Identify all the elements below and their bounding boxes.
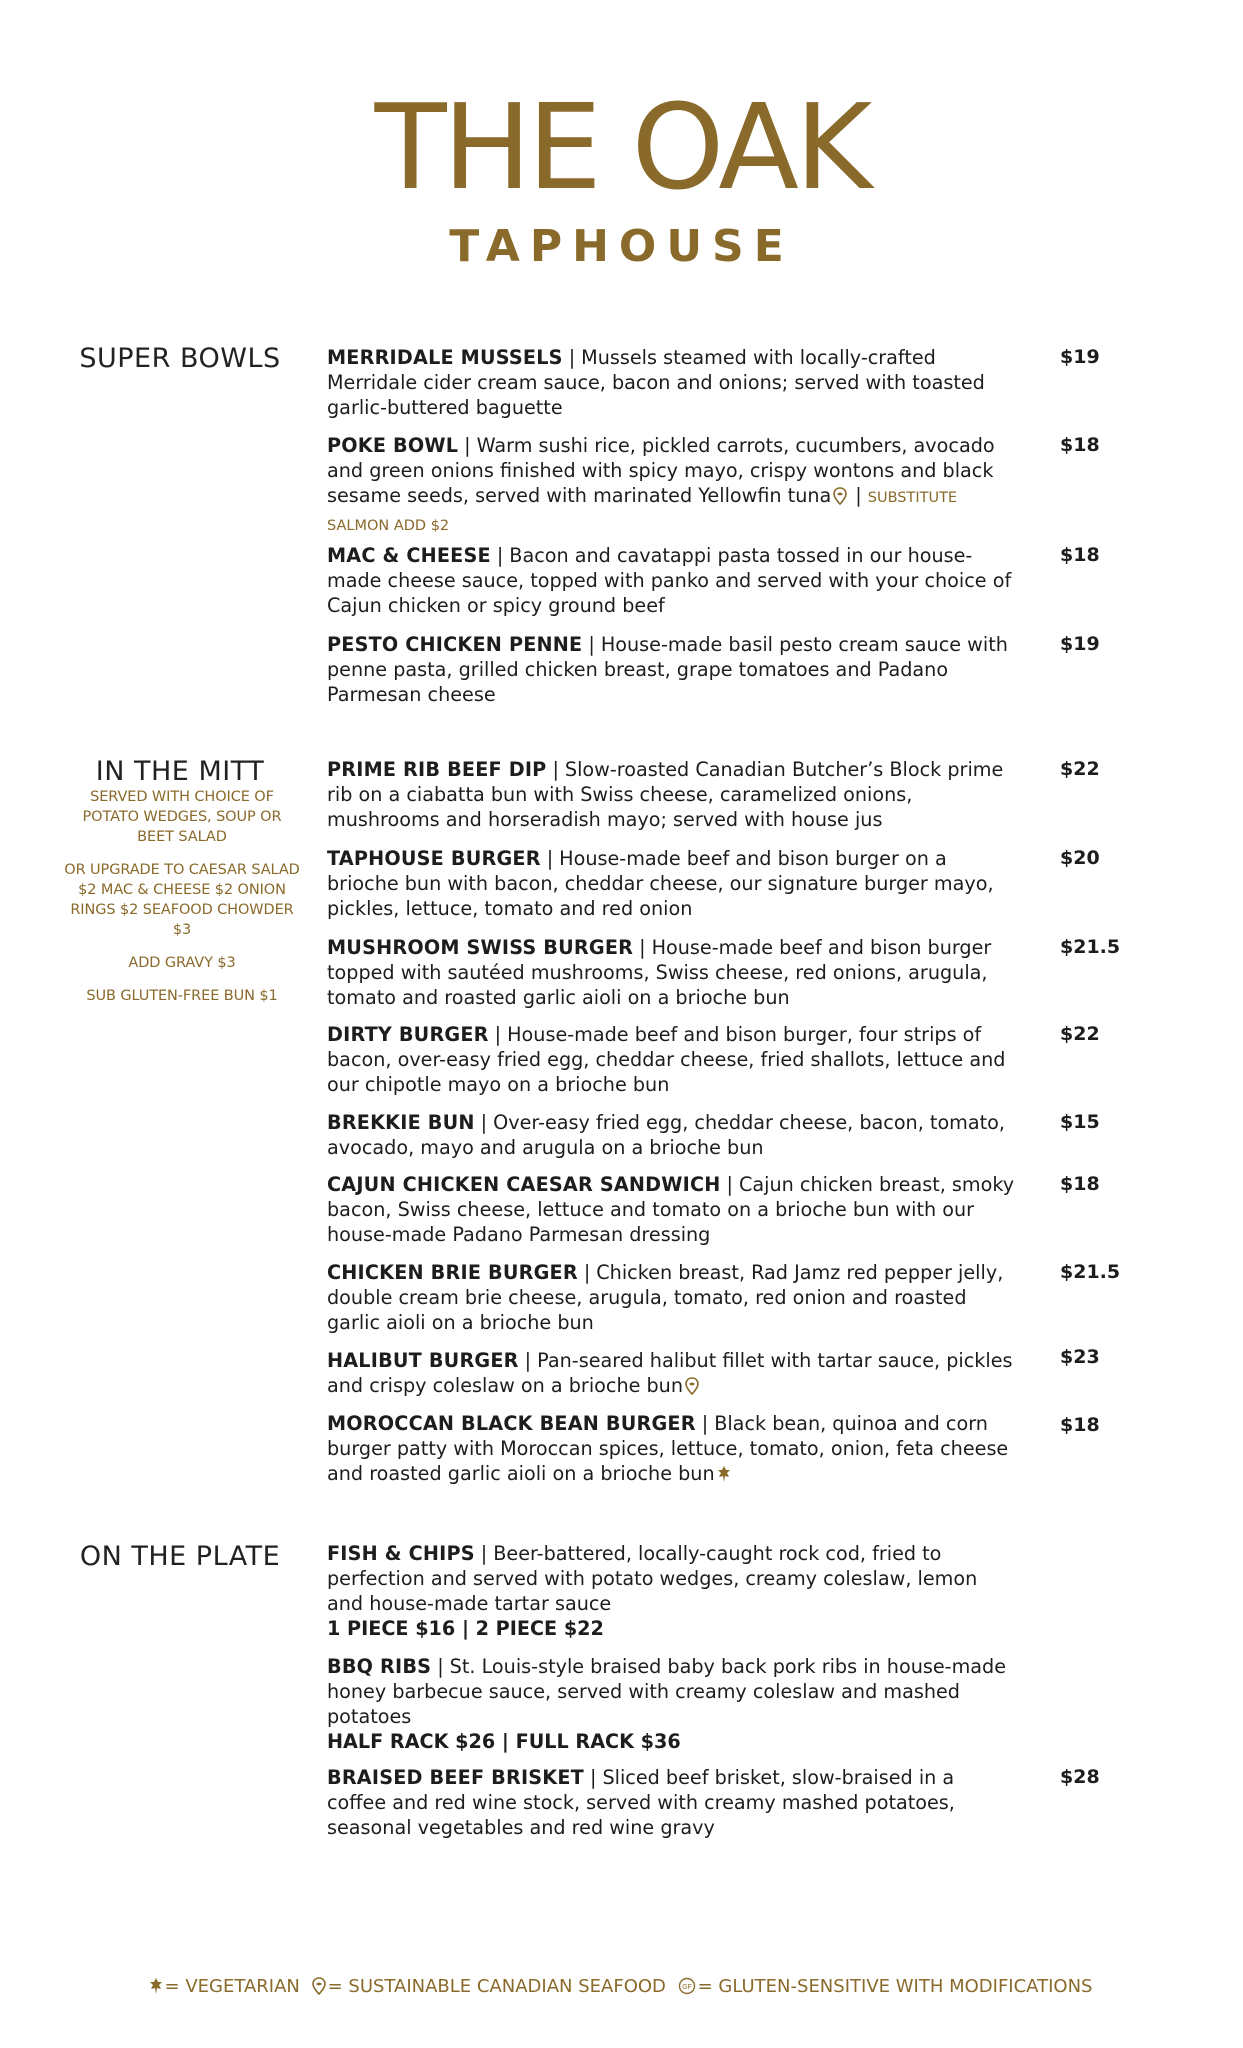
item-name: FISH & CHIPS <box>327 1542 475 1565</box>
menu-item-halibut-burger: HALIBUT BURGER | Pan-seared halibut fillet with tartar sauce, pickles and crispy coleslaw on a brioche bun <box>327 1348 1017 1401</box>
item-name: MERRIDALE MUSSELS <box>327 346 563 369</box>
item-desc: Bacon and cavatappi pasta tossed in our house-made cheese sauce, topped with panko and served with your choice of Cajun chicken or spicy ground beef <box>327 544 1012 617</box>
item-desc: Mussels steamed with locally-crafted Merridale cider cream sauce, bacon and onions; served with toasted garlic-buttered baguette <box>327 346 985 419</box>
item-desc: Sliced beef brisket, slow-braised in a coffee and red wine stock, served with creamy mashed potatoes, seasonal vegetables and red wine gravy <box>327 1766 955 1839</box>
menu-item-pesto-chicken-penne: PESTO CHICKEN PENNE | House-made basil pesto cream sauce with penne pasta, grilled chicken breast, grape tomatoes and Padano Parmesan cheese <box>327 633 1008 706</box>
item-price: $18 <box>1060 1414 1100 1436</box>
item-price: $15 <box>1060 1111 1100 1133</box>
menu-item-cajun-chicken-caesar: CAJUN CHICKEN CAESAR SANDWICH | Cajun chicken breast, smoky bacon, Swiss cheese, lettuce and tomato on a brioche bun with our house-made Padano Parmesan dressing <box>327 1173 1015 1246</box>
item-desc: Pan-seared halibut fillet with tartar sauce, pickles and crispy coleslaw on a brioche bun <box>327 1349 1013 1397</box>
item-extra: SUBSTITUTE SALMON ADD $2 <box>327 490 958 534</box>
item-name: CHICKEN BRIE BURGER <box>327 1261 578 1284</box>
side-note: SUB GLUTEN-FREE BUN $1 <box>86 988 278 1004</box>
fish-pin-icon <box>312 1977 326 2002</box>
item-name: MAC & CHEESE <box>327 544 491 567</box>
item-name: POKE BOWL <box>327 434 459 457</box>
menu-item-merridale-mussels: MERRIDALE MUSSELS | Mussels steamed with locally-crafted Merridale cider cream sauce, bacon and onions; served with toasted garlic-buttered baguette <box>327 346 985 419</box>
item-sizes: HALF RACK $26 | FULL RACK $36 <box>327 1730 681 1753</box>
menu-item-dirty-burger: DIRTY BURGER | House-made beef and bison burger, four strips of bacon, over-easy fried egg, cheddar cheese, fried shallots, lettuce and our chipotle mayo on a brioche bun <box>327 1023 1006 1096</box>
item-name: TAPHOUSE BURGER <box>327 847 541 870</box>
menu-item-bbq-ribs: BBQ RIBS | St. Louis-style braised baby back pork ribs in house-made honey barbecue sauce, served with creamy coleslaw and mashed potatoes HALF RACK $26 | FULL RACK $36 <box>327 1654 1017 1754</box>
section-title-on-the-plate: ON THE PLATE <box>79 1541 281 1572</box>
item-desc: House-made beef and bison burger on a brioche bun with bacon, cheddar cheese, our signature burger mayo, pickles, lettuce, tomato and red onion <box>327 847 994 920</box>
fish-pin-icon <box>685 1376 699 1401</box>
side-note: ADD GRAVY $3 <box>128 955 236 971</box>
item-price: $23 <box>1060 1346 1100 1368</box>
item-price: $21.5 <box>1060 936 1121 958</box>
item-price: $28 <box>1060 1766 1100 1788</box>
gf-mark: GF <box>681 1984 692 1991</box>
item-name: BRAISED BEEF BRISKET <box>327 1766 584 1789</box>
side-notes <box>62 787 302 1019</box>
item-name: PRIME RIB BEEF DIP <box>327 758 547 781</box>
item-name: MOROCCAN BLACK BEAN BURGER <box>327 1412 696 1435</box>
item-price: $20 <box>1060 847 1100 869</box>
menu-item-poke-bowl: POKE BOWL | Warm sushi rice, pickled carrots, cucumbers, avocado and green onions finished with spicy mayo, crispy wontons and black sesame seeds, served with marinated Yellowfin tuna | SUBSTITUTE SALMON ADD $2 <box>327 434 995 534</box>
item-name: BBQ RIBS <box>327 1655 432 1678</box>
section-title-in-the-mitt: IN THE MITT <box>95 756 265 787</box>
item-desc: Over-easy fried egg, cheddar cheese, bacon, tomato, avocado, mayo and arugula on a brioche bun <box>327 1111 1005 1159</box>
item-price: $18 <box>1060 544 1100 566</box>
item-desc: Beer-battered, locally-caught rock cod, fried to perfection and served with potato wedges, creamy coleslaw, lemon and house-made tartar sauce <box>327 1542 978 1615</box>
item-desc: Chicken breast, Rad Jamz red pepper jelly, double cream brie cheese, arugula, tomato, red onion and roasted garlic aioli on a brioche bun <box>327 1261 1004 1334</box>
legend <box>0 1975 1243 2002</box>
item-name: BREKKIE BUN <box>327 1111 475 1134</box>
item-desc: Slow-roasted Canadian Butcher’s Block prime rib on a ciabatta bun with Swiss cheese, caramelized onions, mushrooms and horseradish mayo; served with house jus <box>327 758 1004 831</box>
gf-icon <box>678 1977 696 2002</box>
menu-item-prime-rib-beef-dip: PRIME RIB BEEF DIP | Slow-roasted Canadian Butcher’s Block prime rib on a ciabatta bun with Swiss cheese, caramelized onions, mushrooms and horseradish mayo; served with house jus <box>327 758 1004 831</box>
menu-item-braised-beef-brisket: BRAISED BEEF BRISKET | Sliced beef brisket, slow-braised in a coffee and red wine stock, served with creamy mashed potatoes, seasonal vegetables and red wine gravy <box>327 1766 955 1839</box>
menu-item-mac-cheese: MAC & CHEESE | Bacon and cavatappi pasta tossed in our house-made cheese sauce, topped with panko and served with your choice of Cajun chicken or spicy ground beef <box>327 544 1012 617</box>
menu-item-brekkie-bun: BREKKIE BUN | Over-easy fried egg, cheddar cheese, bacon, tomato, avocado, mayo and arugula on a brioche bun <box>327 1111 1005 1159</box>
item-desc: Warm sushi rice, pickled carrots, cucumbers, avocado and green onions finished with spicy mayo, crispy wontons and black sesame seeds, served with marinated Yellowfin tuna <box>327 434 995 507</box>
side-note: OR UPGRADE TO CAESAR SALAD $2 MAC & CHEESE $2 ONION RINGS $2 SEAFOOD CHOWDER $3 <box>64 862 300 938</box>
menu-item-mushroom-swiss-burger: MUSHROOM SWISS BURGER | House-made beef and bison burger topped with sautéed mushrooms, Swiss cheese, red onions, arugula, tomato and roasted garlic aioli on a brioche bun <box>327 936 992 1009</box>
legend-gluten: = GLUTEN-SENSITIVE WITH MODIFICATIONS <box>697 1976 1093 1997</box>
fish-pin-icon <box>833 486 847 511</box>
leaf-icon <box>717 1464 731 1489</box>
item-name: CAJUN CHICKEN CAESAR SANDWICH <box>327 1173 721 1196</box>
side-note: SERVED WITH CHOICE OF POTATO WEDGES, SOUP OR BEET SALAD <box>82 789 282 845</box>
item-price: $19 <box>1060 633 1100 655</box>
item-price: $22 <box>1060 758 1100 780</box>
item-name: MUSHROOM SWISS BURGER <box>327 936 634 959</box>
section-title-super-bowls: SUPER BOWLS <box>79 343 281 374</box>
menu-item-chicken-brie-burger: CHICKEN BRIE BURGER | Chicken breast, Rad Jamz red pepper jelly, double cream brie cheese, arugula, tomato, red onion and roasted garlic aioli on a brioche bun <box>327 1261 1004 1334</box>
item-desc: House-made beef and bison burger, four strips of bacon, over-easy fried egg, cheddar cheese, fried shallots, lettuce and our chipotle mayo on a brioche bun <box>327 1023 1006 1096</box>
item-name: PESTO CHICKEN PENNE <box>327 633 583 656</box>
item-desc: Cajun chicken breast, smoky bacon, Swiss cheese, lettuce and tomato on a brioche bun with our house-made Padano Parmesan dressing <box>327 1173 1015 1246</box>
brand-title: THE OAK <box>374 78 869 216</box>
item-desc: House-made basil pesto cream sauce with penne pasta, grilled chicken breast, grape tomatoes and Padano Parmesan cheese <box>327 633 1008 706</box>
item-desc: Black bean, quinoa and corn burger patty with Moroccan spices, lettuce, tomato, onion, feta cheese and roasted garlic aioli on a brioche bun <box>327 1412 1009 1485</box>
brand-subtitle: TAPHOUSE <box>449 221 794 272</box>
item-sizes: 1 PIECE $16 | 2 PIECE $22 <box>327 1617 604 1640</box>
item-price: $18 <box>1060 434 1100 456</box>
legend-seafood: = SUSTAINABLE CANADIAN SEAFOOD <box>327 1976 666 1997</box>
item-price: $19 <box>1060 346 1100 368</box>
item-desc: House-made beef and bison burger topped with sautéed mushrooms, Swiss cheese, red onions, arugula, tomato and roasted garlic aioli on a brioche bun <box>327 936 992 1009</box>
menu-item-moroccan-black-bean-burger: MOROCCAN BLACK BEAN BURGER | Black bean, quinoa and corn burger patty with Moroccan spices, lettuce, tomato, onion, feta cheese and roasted garlic aioli on a brioche bun <box>327 1411 1017 1489</box>
item-price: $21.5 <box>1060 1261 1121 1283</box>
menu-item-fish-chips: FISH & CHIPS | Beer-battered, locally-caught rock cod, fried to perfection and served with potato wedges, creamy coleslaw, lemon and house-made tartar sauce 1 PIECE $16 | 2 PIECE $22 <box>327 1541 1017 1641</box>
item-name: HALIBUT BURGER <box>327 1349 519 1372</box>
menu-item-taphouse-burger: TAPHOUSE BURGER | House-made beef and bison burger on a brioche bun with bacon, cheddar cheese, our signature burger mayo, pickles, lettuce, tomato and red onion <box>327 847 994 920</box>
item-price: $18 <box>1060 1173 1100 1195</box>
legend-vegetarian: = VEGETARIAN <box>164 1976 300 1997</box>
item-desc: St. Louis-style braised baby back pork ribs in house-made honey barbecue sauce, served with creamy coleslaw and mashed potatoes <box>327 1655 1007 1728</box>
item-name: DIRTY BURGER <box>327 1023 489 1046</box>
leaf-icon <box>149 1977 163 2002</box>
item-price: $22 <box>1060 1023 1100 1045</box>
